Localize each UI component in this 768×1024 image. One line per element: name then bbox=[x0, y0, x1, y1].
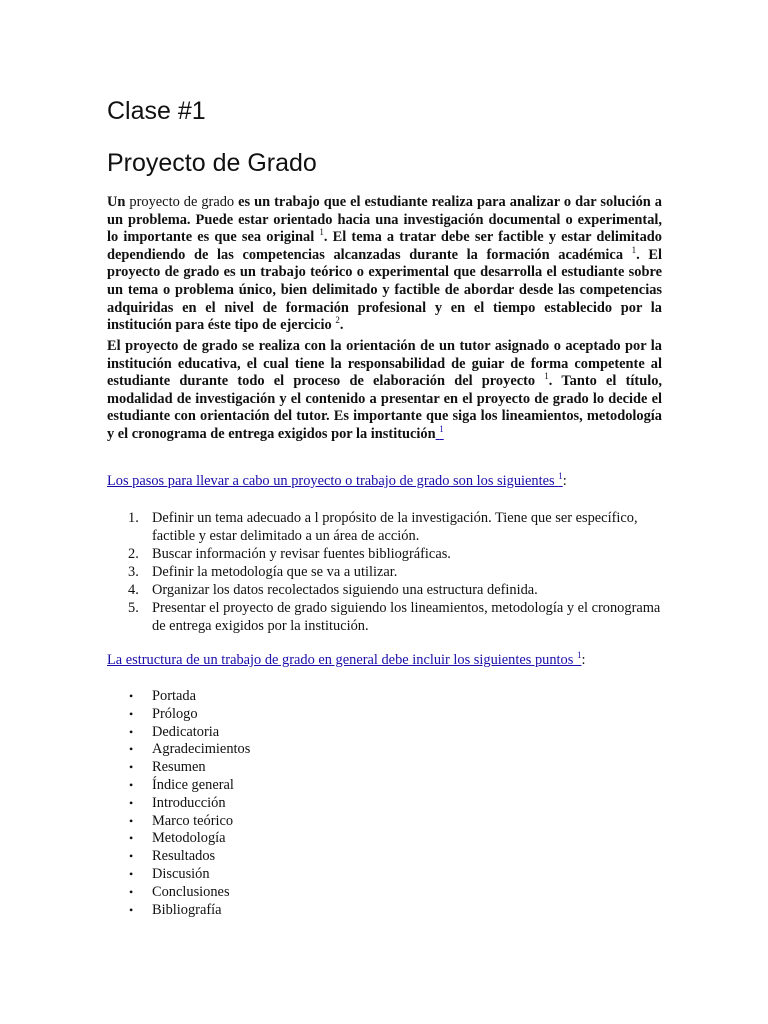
footnote-ref[interactable]: 1 bbox=[544, 371, 549, 382]
structure-item bbox=[107, 706, 507, 724]
structure-item bbox=[107, 866, 507, 884]
bullet-icon: • bbox=[129, 724, 134, 739]
structure-item bbox=[107, 813, 507, 831]
step-item bbox=[107, 599, 662, 635]
paragraph-definition bbox=[107, 194, 662, 335]
step-text: Presentar el proyecto de grado siguiendo los lineamientos, metodología y el cronograma de entrega exigidos por la institución. bbox=[152, 600, 661, 634]
bullet-icon: • bbox=[129, 866, 134, 881]
pasos-intro-text: Los pasos para llevar a cabo un proyecto o trabajo de grado son los siguientes bbox=[107, 473, 555, 489]
structure-item bbox=[107, 724, 507, 742]
para1-term: proyecto de grado bbox=[125, 194, 235, 210]
step-item bbox=[107, 581, 662, 599]
step-item bbox=[107, 563, 662, 581]
step-number: 5. bbox=[128, 600, 139, 616]
heading-clase: Clase #1 bbox=[107, 97, 206, 125]
bullet-icon: • bbox=[129, 902, 134, 917]
para1-lead: Un bbox=[107, 194, 126, 210]
structure-item bbox=[107, 688, 507, 706]
step-number: 4. bbox=[128, 582, 139, 598]
footnote-ref: 1 bbox=[576, 650, 582, 661]
paragraph-tutor bbox=[107, 338, 662, 444]
step-text: Definir un tema adecuado a l propósito de la investigación. Tiene que ser específico, factible y estar delimitado a un área de acción. bbox=[152, 510, 638, 544]
bullet-icon: • bbox=[129, 760, 134, 775]
steps-list bbox=[107, 509, 662, 635]
para1-text-a: es un trabajo que el estudiante realiza para analizar o dar solución a un problema. Puede estar orientado hacia una investigación documental o experimental, lo importante es que sea original bbox=[107, 194, 662, 246]
step-item bbox=[107, 545, 662, 563]
pasos-intro-colon: : bbox=[562, 473, 567, 489]
structure-item-text: Resultados bbox=[152, 848, 216, 865]
bullet-icon: • bbox=[129, 849, 134, 864]
footnote-ref: 1 bbox=[558, 471, 563, 482]
estructura-intro bbox=[107, 651, 585, 669]
estructura-intro-text: La estructura de un trabajo de grado en general debe incluir los siguientes puntos bbox=[107, 652, 574, 668]
footnote-link[interactable]: 1 bbox=[439, 424, 444, 435]
structure-item-text: Discusión bbox=[152, 865, 210, 882]
step-number: 3. bbox=[128, 564, 139, 580]
para1-text-b: . El tema a tratar debe ser factible y estar delimitado dependiendo de las competencias alcanzadas durante la formación académica bbox=[107, 229, 662, 263]
structure-item-text: Agradecimientos bbox=[152, 741, 251, 758]
structure-list bbox=[107, 688, 507, 919]
structure-item bbox=[107, 741, 507, 759]
structure-item-text: Marco teórico bbox=[152, 812, 234, 829]
pasos-intro bbox=[107, 472, 567, 490]
structure-item bbox=[107, 777, 507, 795]
step-number: 1. bbox=[128, 510, 139, 526]
structure-item-text: Portada bbox=[152, 688, 196, 704]
heading-proyecto-de-grado: Proyecto de Grado bbox=[107, 149, 317, 177]
bullet-icon: • bbox=[129, 831, 134, 846]
pasos-intro-link[interactable] bbox=[107, 473, 563, 489]
bullet-icon: • bbox=[129, 706, 134, 721]
structure-item bbox=[107, 759, 507, 777]
step-item bbox=[107, 509, 662, 545]
bullet-icon: • bbox=[129, 689, 134, 703]
structure-item-text: Conclusiones bbox=[152, 883, 230, 900]
footnote-ref[interactable]: 1 bbox=[631, 244, 637, 255]
structure-item-text: Bibliografía bbox=[152, 901, 222, 918]
bullet-icon: • bbox=[129, 813, 134, 828]
step-number: 2. bbox=[128, 546, 139, 562]
para1-text-d: . bbox=[339, 317, 344, 334]
structure-item-text: Índice general bbox=[152, 776, 234, 793]
bullet-icon: • bbox=[129, 777, 134, 792]
step-text: Buscar información y revisar fuentes bibliográficas. bbox=[152, 546, 451, 562]
structure-item-text: Introducción bbox=[152, 794, 226, 811]
estructura-intro-link[interactable] bbox=[107, 652, 581, 668]
structure-item bbox=[107, 830, 507, 848]
structure-item bbox=[107, 902, 507, 920]
para1-text-c: . El proyecto de grado es un trabajo teórico o experimental que desarrolla el estudiante sobre un tema o problema único, bien delimitado y factible de abordar desde las competencias adquiridas en el nivel de formación profesional y en el tiempo establecido por la institución para éste tipo de ejercicio bbox=[107, 246, 662, 334]
bullet-icon: • bbox=[129, 884, 134, 899]
step-text: Organizar los datos recolectados siguiendo una estructura definida. bbox=[152, 582, 538, 598]
structure-item bbox=[107, 848, 507, 866]
structure-item-text: Resumen bbox=[152, 759, 206, 776]
footnote-ref[interactable]: 1 bbox=[319, 227, 324, 238]
structure-item-text: Dedicatoria bbox=[152, 723, 220, 740]
para2-text-b: . Tanto el título, modalidad de investigación y el contenido a presentar en el proyecto de grado lo decide el estudiante con orientación del tutor. Es importante que siga los lineamientos, metodología y el cronograma de entrega exigidos por la institución bbox=[107, 373, 662, 442]
structure-item bbox=[107, 884, 507, 902]
bullet-icon: • bbox=[129, 795, 134, 810]
estructura-intro-colon: : bbox=[581, 652, 586, 668]
bullet-icon: • bbox=[129, 742, 134, 757]
structure-item-text: Prólogo bbox=[152, 705, 198, 722]
footnote-ref[interactable]: 2 bbox=[335, 315, 340, 326]
para2-text-a: El proyecto de grado se realiza con la orientación de un tutor asignado o aceptado por la institución educativa, el cual tiene la responsabilidad de guiar de forma competente al estudiante durante todo el proceso de elaboración del proyecto bbox=[107, 338, 662, 390]
structure-item bbox=[107, 795, 507, 813]
step-text: Definir la metodología que se va a utilizar. bbox=[152, 564, 398, 580]
structure-item-text: Metodología bbox=[152, 830, 226, 847]
